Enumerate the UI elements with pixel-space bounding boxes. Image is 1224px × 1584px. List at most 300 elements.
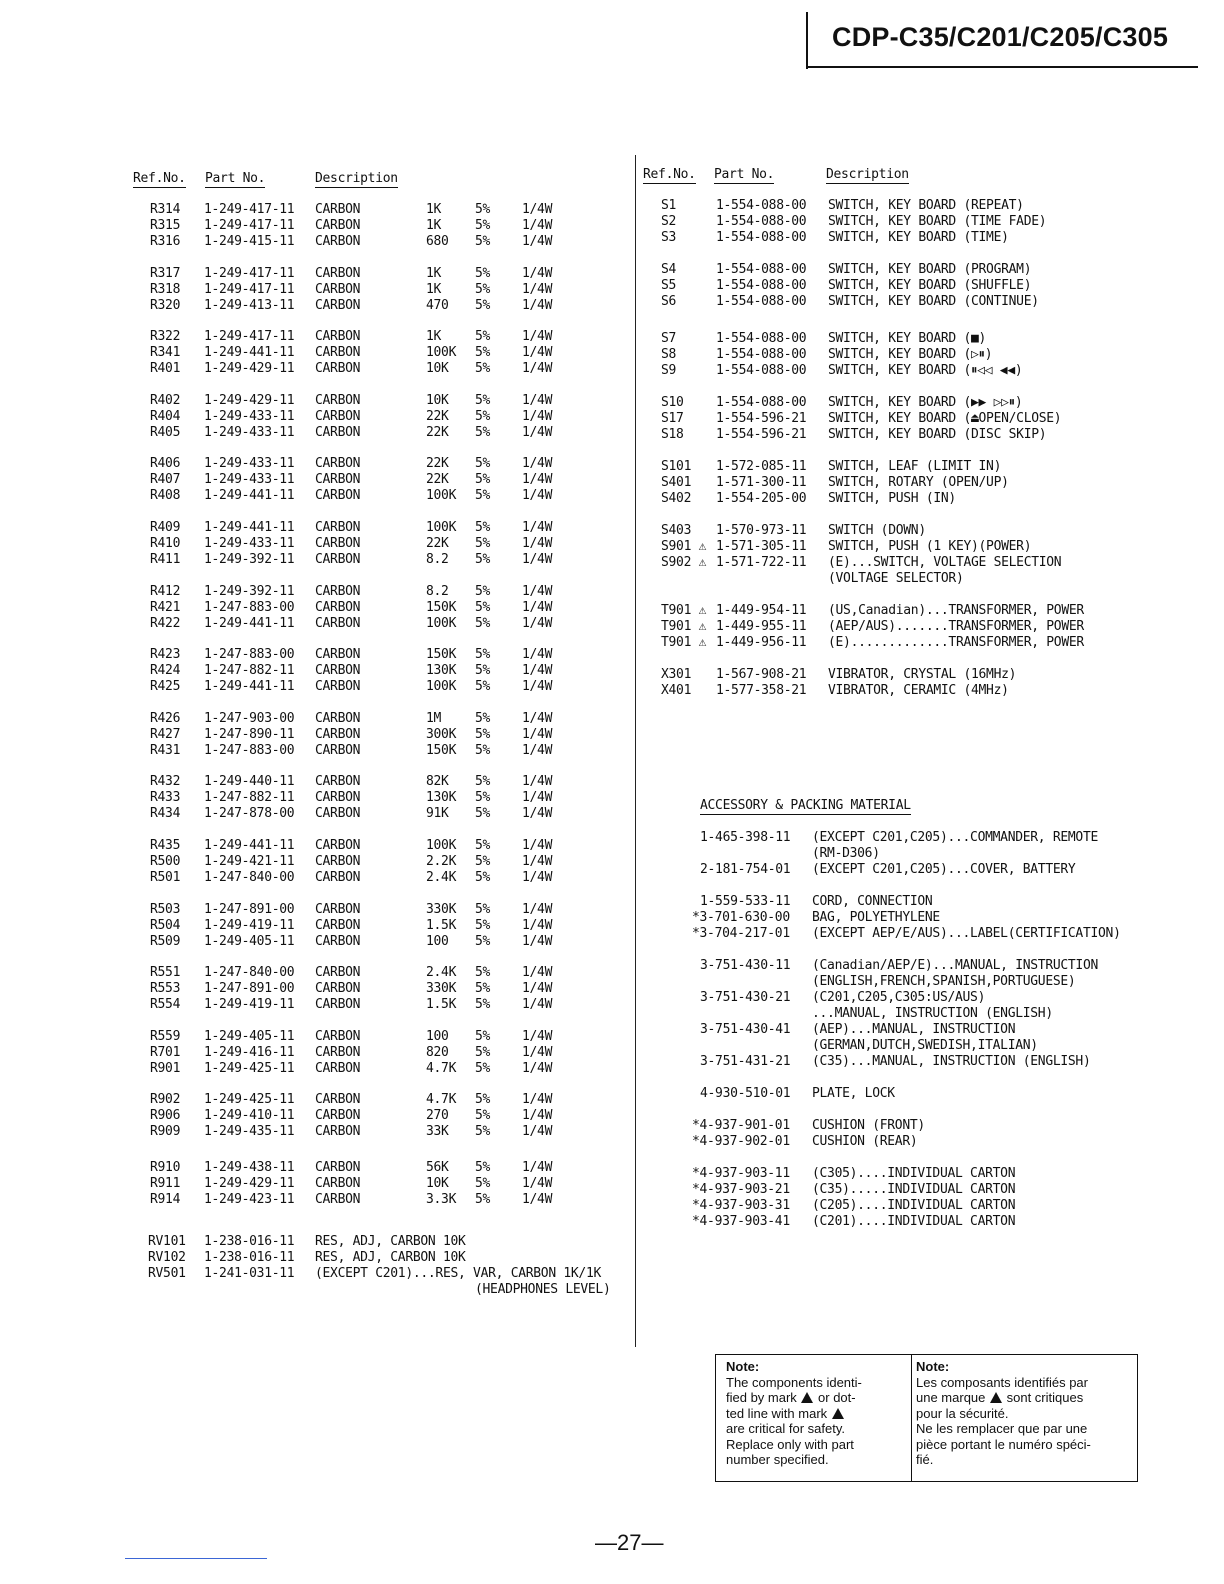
part-no: 1-247-891-00 xyxy=(204,901,295,917)
tolerance: 5% xyxy=(475,408,491,424)
warning-triangle-icon xyxy=(990,1392,1002,1403)
description: SWITCH, LEAF (LIMIT IN) xyxy=(828,458,1002,474)
part-no: 1-247-878-00 xyxy=(204,806,295,822)
tolerance: 5% xyxy=(475,726,491,742)
wattage: 1/4W xyxy=(522,520,553,535)
part-no: 1-249-425-11 xyxy=(204,1092,295,1108)
part-no: 1-247-890-11 xyxy=(204,726,295,742)
ref-no: R432 xyxy=(150,774,181,790)
tolerance: 5% xyxy=(475,1124,491,1140)
description: CARBON xyxy=(315,265,361,281)
wattage: 1/4W xyxy=(522,297,553,313)
ref-no: S6 xyxy=(661,293,677,309)
part-no: 1-249-421-11 xyxy=(204,854,295,869)
ref-no: 1-559-533-11 xyxy=(700,894,791,909)
value: 1M xyxy=(426,710,442,726)
tolerance: 5% xyxy=(475,1092,491,1108)
value: 2.4K xyxy=(426,870,457,885)
ref-no: R410 xyxy=(150,536,181,551)
wattage: 1/4W xyxy=(522,1044,553,1060)
description: CARBON xyxy=(315,345,361,361)
part-no: 1-249-429-11 xyxy=(204,361,295,377)
description: CARBON xyxy=(315,1060,361,1076)
accessory-title: ACCESSORY & PACKING MATERIAL xyxy=(700,798,911,813)
tolerance: 5% xyxy=(475,472,491,488)
tolerance: 5% xyxy=(475,647,491,663)
ref-no: R425 xyxy=(150,679,181,695)
value: 100K xyxy=(426,838,457,853)
description: CARBON xyxy=(315,1176,361,1191)
part-no: 1-554-088-00 xyxy=(716,198,807,213)
tolerance: 5% xyxy=(475,536,491,551)
part-no: ...MANUAL, INSTRUCTION (ENGLISH) xyxy=(812,1006,1053,1021)
part-no: 1-554-088-00 xyxy=(716,346,807,362)
ref-no: R501 xyxy=(150,870,181,885)
description: SWITCH, KEY BOARD (DISC SKIP) xyxy=(828,426,1047,442)
part-no: 1-249-441-11 xyxy=(204,838,295,853)
value: 330K xyxy=(426,901,457,917)
description: (EXCEPT C201)...RES, VAR, CARBON 1K/1K xyxy=(315,1266,602,1281)
description: (VOLTAGE SELECTOR) xyxy=(828,570,964,586)
description: CARBON xyxy=(315,933,361,949)
part-no: 1-249-417-11 xyxy=(204,281,295,297)
ref-no: R426 xyxy=(150,710,181,726)
wattage: 1/4W xyxy=(522,806,553,822)
part-no: (C35)...MANUAL, INSTRUCTION (ENGLISH) xyxy=(812,1054,1091,1069)
ref-no: *4-937-901-01 xyxy=(692,1118,790,1133)
wattage: 1/4W xyxy=(522,599,553,615)
value: 130K xyxy=(426,790,457,806)
description: CARBON xyxy=(315,615,361,631)
description: CARBON xyxy=(315,218,361,233)
tolerance: 5% xyxy=(475,981,491,997)
wattage: 1/4W xyxy=(522,710,553,726)
ref-no: R424 xyxy=(150,663,181,679)
part-no: (RM-D306) xyxy=(812,846,880,861)
description: SWITCH, KEY BOARD (TIME FADE) xyxy=(828,214,1047,229)
part-no: 1-554-088-00 xyxy=(716,293,807,309)
value: 1K xyxy=(426,218,442,233)
wattage: 1/4W xyxy=(522,456,553,472)
description: CARBON xyxy=(315,901,361,917)
header-rule-horizontal xyxy=(806,66,1198,68)
description: CARBON xyxy=(315,854,361,869)
wattage: 1/4W xyxy=(522,329,553,345)
value: 150K xyxy=(426,647,457,663)
ref-no: R911 xyxy=(150,1176,181,1191)
description: SWITCH, KEY BOARD (REPEAT) xyxy=(828,198,1024,213)
part-no: 1-241-031-11 xyxy=(204,1266,295,1281)
ref-no: *3-704-217-01 xyxy=(692,926,790,941)
tolerance: 5% xyxy=(475,297,491,313)
value: 22K xyxy=(426,408,449,424)
ref-no: X301 xyxy=(661,666,692,682)
tolerance: 5% xyxy=(475,933,491,949)
wattage: 1/4W xyxy=(522,408,553,424)
ref-no: RV101 xyxy=(148,1234,186,1249)
part-no: 1-554-596-21 xyxy=(716,410,807,426)
part-no: (C35).....INDIVIDUAL CARTON xyxy=(812,1182,1016,1197)
value: 1K xyxy=(426,202,442,217)
ref-no: RV102 xyxy=(148,1250,186,1265)
description: SWITCH, PUSH (IN) xyxy=(828,490,956,506)
part-no: 1-249-441-11 xyxy=(204,520,295,535)
tolerance: 5% xyxy=(475,1028,491,1044)
tolerance: 5% xyxy=(475,965,491,981)
value: 22K xyxy=(426,472,449,488)
value: 8.2 xyxy=(426,552,449,567)
part-no: (C201)....INDIVIDUAL CARTON xyxy=(812,1214,1016,1229)
part-no: 1-249-423-11 xyxy=(204,1192,295,1207)
tolerance: 5% xyxy=(475,854,491,869)
note-divider xyxy=(911,1355,912,1481)
ref-no: R405 xyxy=(150,424,181,440)
description: CARBON xyxy=(315,663,361,679)
value: 1K xyxy=(426,329,442,345)
value: 100K xyxy=(426,488,457,504)
ref-no: *3-701-630-00 xyxy=(692,910,790,925)
part-no: 1-249-417-11 xyxy=(204,218,295,233)
wattage: 1/4W xyxy=(522,281,553,297)
description: CARBON xyxy=(315,520,361,535)
ref-no: S7 xyxy=(661,330,677,346)
value: 150K xyxy=(426,742,457,758)
value: 100K xyxy=(426,615,457,631)
ref-no: 3-751-430-21 xyxy=(700,990,791,1005)
wattage: 1/4W xyxy=(522,392,553,408)
ref-no: S2 xyxy=(661,214,677,229)
ref-no: R341 xyxy=(150,345,181,361)
part-no: (EXCEPT AEP/E/AUS)...LABEL(CERTIFICATION) xyxy=(812,926,1121,941)
description: CARBON xyxy=(315,1192,361,1207)
ref-no: T901 ⚠ xyxy=(661,602,707,618)
ref-no: S10 xyxy=(661,394,684,410)
wattage: 1/4W xyxy=(522,615,553,631)
description: CARBON xyxy=(315,281,361,297)
ref-no: R412 xyxy=(150,583,181,599)
part-no: 1-249-415-11 xyxy=(204,234,295,249)
part-no: 1-249-416-11 xyxy=(204,1044,295,1060)
part-no: 1-572-085-11 xyxy=(716,458,807,474)
ref-no: R909 xyxy=(150,1124,181,1140)
warning-triangle-icon xyxy=(832,1408,844,1419)
description: CARBON xyxy=(315,472,361,488)
description: CARBON xyxy=(315,234,361,249)
description: SWITCH (DOWN) xyxy=(828,522,926,538)
value: 470 xyxy=(426,297,449,313)
ref-no: S18 xyxy=(661,426,684,442)
description: (HEADPHONES LEVEL) xyxy=(475,1282,611,1297)
ref-no: R559 xyxy=(150,1028,181,1044)
part-no: 1-247-840-00 xyxy=(204,965,295,981)
tolerance: 5% xyxy=(475,552,491,567)
description: SWITCH, KEY BOARD (TIME) xyxy=(828,230,1009,245)
value: 680 xyxy=(426,234,449,249)
tolerance: 5% xyxy=(475,1192,491,1207)
part-no: CUSHION (REAR) xyxy=(812,1134,918,1149)
description: VIBRATOR, CRYSTAL (16MHz) xyxy=(828,666,1017,682)
value: 22K xyxy=(426,536,449,551)
part-no: 1-571-300-11 xyxy=(716,474,807,490)
tolerance: 5% xyxy=(475,1044,491,1060)
description: CARBON xyxy=(315,456,361,472)
ref-no: R554 xyxy=(150,997,181,1013)
part-no: 1-249-433-11 xyxy=(204,472,295,488)
wattage: 1/4W xyxy=(522,1108,553,1124)
part-no: 1-249-417-11 xyxy=(204,265,295,281)
description: CARBON xyxy=(315,790,361,806)
wattage: 1/4W xyxy=(522,472,553,488)
value: 100K xyxy=(426,345,457,361)
part-no: 1-249-417-11 xyxy=(204,202,295,217)
description: SWITCH, KEY BOARD (SHUFFLE) xyxy=(828,277,1032,293)
part-no: 1-249-392-11 xyxy=(204,583,295,599)
ref-no: R509 xyxy=(150,933,181,949)
value: 4.7K xyxy=(426,1060,457,1076)
part-no: 1-249-405-11 xyxy=(204,1028,295,1044)
description: CARBON xyxy=(315,742,361,758)
tolerance: 5% xyxy=(475,265,491,281)
description: CARBON xyxy=(315,536,361,551)
ref-no: R504 xyxy=(150,917,181,933)
part-no: 1-554-088-00 xyxy=(716,330,807,346)
value: 91K xyxy=(426,806,449,822)
page-number: —27— xyxy=(595,1530,664,1555)
value: 8.2 xyxy=(426,583,449,599)
description: CARBON xyxy=(315,726,361,742)
ref-no: R914 xyxy=(150,1192,181,1207)
part-no: (C205)....INDIVIDUAL CARTON xyxy=(812,1198,1016,1213)
part-no: 1-249-435-11 xyxy=(204,1124,295,1140)
part-no: 1-567-908-21 xyxy=(716,666,807,682)
ref-no: 2-181-754-01 xyxy=(700,862,791,877)
value: 56K xyxy=(426,1160,449,1175)
value: 100K xyxy=(426,679,457,695)
part-no: BAG, POLYETHYLENE xyxy=(812,910,940,925)
note-english: Note: The components identi- fied by mark or dot- ted line with mark are critical for safety. Replace only with part number specified. xyxy=(726,1359,862,1467)
part-no: 1-554-088-00 xyxy=(716,214,807,229)
ref-no: R901 xyxy=(150,1060,181,1076)
description: RES, ADJ, CARBON 10K xyxy=(315,1234,466,1249)
value: 1K xyxy=(426,265,442,281)
ref-no: T901 ⚠ xyxy=(661,618,707,634)
part-no: 1-571-305-11 xyxy=(716,538,807,554)
value: 22K xyxy=(426,424,449,440)
tolerance: 5% xyxy=(475,1176,491,1191)
part-no: 1-554-088-00 xyxy=(716,230,807,245)
description: (E)...SWITCH, VOLTAGE SELECTION xyxy=(828,554,1062,570)
ref-no: 1-465-398-11 xyxy=(700,830,791,845)
ref-no: S17 xyxy=(661,410,684,426)
tolerance: 5% xyxy=(475,742,491,758)
part-no: 1-249-410-11 xyxy=(204,1108,295,1124)
ref-no: R902 xyxy=(150,1092,181,1108)
wattage: 1/4W xyxy=(522,774,553,790)
part-no: 1-247-903-00 xyxy=(204,710,295,726)
ref-no: S902 ⚠ xyxy=(661,554,707,570)
ref-no: 3-751-430-41 xyxy=(700,1022,791,1037)
footer-link-underline xyxy=(125,1558,267,1559)
wattage: 1/4W xyxy=(522,663,553,679)
ref-no: S401 xyxy=(661,474,692,490)
ref-no: R409 xyxy=(150,520,181,535)
value: 150K xyxy=(426,599,457,615)
ref-no: R317 xyxy=(150,265,181,281)
ref-no: R423 xyxy=(150,647,181,663)
part-no: 1-249-433-11 xyxy=(204,536,295,551)
part-no: 1-249-417-11 xyxy=(204,329,295,345)
ref-no: S5 xyxy=(661,277,677,293)
ref-no: R500 xyxy=(150,854,181,869)
ref-no: R433 xyxy=(150,790,181,806)
ref-no: R701 xyxy=(150,1044,181,1060)
warning-triangle-icon xyxy=(801,1392,813,1403)
part-no: 1-249-433-11 xyxy=(204,408,295,424)
ref-no: T901 ⚠ xyxy=(661,634,707,650)
description: CARBON xyxy=(315,488,361,504)
value: 100 xyxy=(426,933,449,949)
tolerance: 5% xyxy=(475,790,491,806)
wattage: 1/4W xyxy=(522,981,553,997)
part-no: 1-249-441-11 xyxy=(204,345,295,361)
description: CARBON xyxy=(315,408,361,424)
value: 10K xyxy=(426,392,449,408)
ref-no: R402 xyxy=(150,392,181,408)
description: SWITCH, PUSH (1 KEY)(POWER) xyxy=(828,538,1032,554)
value: 300K xyxy=(426,726,457,742)
wattage: 1/4W xyxy=(522,424,553,440)
value: 100 xyxy=(426,1028,449,1044)
description: CARBON xyxy=(315,774,361,790)
wattage: 1/4W xyxy=(522,218,553,233)
value: 1.5K xyxy=(426,997,457,1013)
ref-no: RV501 xyxy=(148,1266,186,1281)
ref-no: *4-937-903-31 xyxy=(692,1198,790,1213)
part-no: 1-570-973-11 xyxy=(716,522,807,538)
wattage: 1/4W xyxy=(522,552,553,567)
part-no: 1-449-955-11 xyxy=(716,618,807,634)
tolerance: 5% xyxy=(475,870,491,885)
tolerance: 5% xyxy=(475,281,491,297)
part-no: 1-249-441-11 xyxy=(204,615,295,631)
tolerance: 5% xyxy=(475,901,491,917)
value: 1K xyxy=(426,281,442,297)
part-no: 1-571-722-11 xyxy=(716,554,807,570)
description: CARBON xyxy=(315,583,361,599)
description: (US,Canadian)...TRANSFORMER, POWER xyxy=(828,602,1084,618)
ref-no: R434 xyxy=(150,806,181,822)
wattage: 1/4W xyxy=(522,965,553,981)
value: 3.3K xyxy=(426,1192,457,1207)
tolerance: 5% xyxy=(475,838,491,853)
wattage: 1/4W xyxy=(522,679,553,695)
part-no: 1-249-438-11 xyxy=(204,1160,295,1175)
tolerance: 5% xyxy=(475,599,491,615)
description: CARBON xyxy=(315,917,361,933)
description: SWITCH, KEY BOARD (▶▶ ▷▷⏸) xyxy=(828,394,1023,410)
part-no: 1-249-419-11 xyxy=(204,917,295,933)
part-no: (Canadian/AEP/E)...MANUAL, INSTRUCTION xyxy=(812,958,1099,973)
ref-no: R315 xyxy=(150,218,181,233)
ref-no: R318 xyxy=(150,281,181,297)
tolerance: 5% xyxy=(475,1160,491,1175)
wattage: 1/4W xyxy=(522,854,553,869)
description: CARBON xyxy=(315,361,361,377)
wattage: 1/4W xyxy=(522,234,553,249)
tolerance: 5% xyxy=(475,679,491,695)
wattage: 1/4W xyxy=(522,361,553,377)
part-no: (ENGLISH,FRENCH,SPANISH,PORTUGUESE) xyxy=(812,974,1076,989)
part-no: CORD, CONNECTION xyxy=(812,894,933,909)
safety-note-box xyxy=(715,1354,1138,1482)
value: 2.4K xyxy=(426,965,457,981)
ref-no: R906 xyxy=(150,1108,181,1124)
description: SWITCH, ROTARY (OPEN/UP) xyxy=(828,474,1009,490)
wattage: 1/4W xyxy=(522,742,553,758)
description: CARBON xyxy=(315,981,361,997)
ref-no: R408 xyxy=(150,488,181,504)
part-no: 1-249-441-11 xyxy=(204,488,295,504)
description: CARBON xyxy=(315,647,361,663)
ref-no: S9 xyxy=(661,362,677,378)
part-no: 1-577-358-21 xyxy=(716,682,807,698)
part-no: (EXCEPT C201,C205)...COVER, BATTERY xyxy=(812,862,1076,877)
description: SWITCH, KEY BOARD (CONTINUE) xyxy=(828,293,1039,309)
part-no: 1-247-882-11 xyxy=(204,790,295,806)
description: CARBON xyxy=(315,392,361,408)
ref-no: R406 xyxy=(150,456,181,472)
wattage: 1/4W xyxy=(522,838,553,853)
part-no: 1-554-088-00 xyxy=(716,362,807,378)
tolerance: 5% xyxy=(475,710,491,726)
wattage: 1/4W xyxy=(522,901,553,917)
part-no: 1-247-882-11 xyxy=(204,663,295,679)
description: SWITCH, KEY BOARD (PROGRAM) xyxy=(828,261,1032,277)
wattage: 1/4W xyxy=(522,488,553,504)
wattage: 1/4W xyxy=(522,790,553,806)
part-no: 1-554-088-00 xyxy=(716,394,807,410)
description: SWITCH, KEY BOARD (⏏OPEN/CLOSE) xyxy=(828,410,1062,426)
tolerance: 5% xyxy=(475,361,491,377)
value: 820 xyxy=(426,1044,449,1060)
tolerance: 5% xyxy=(475,997,491,1013)
tolerance: 5% xyxy=(475,615,491,631)
ref-no: R431 xyxy=(150,742,181,758)
ref-no: R404 xyxy=(150,408,181,424)
ref-no: *4-937-903-41 xyxy=(692,1214,790,1229)
wattage: 1/4W xyxy=(522,1092,553,1108)
ref-no: R401 xyxy=(150,361,181,377)
wattage: 1/4W xyxy=(522,583,553,599)
description: CARBON xyxy=(315,679,361,695)
part-no: 1-249-392-11 xyxy=(204,552,295,567)
ref-no: S1 xyxy=(661,198,677,213)
value: 100K xyxy=(426,520,457,535)
ref-no: R435 xyxy=(150,838,181,853)
ref-no: S4 xyxy=(661,261,677,277)
tolerance: 5% xyxy=(475,202,491,217)
tolerance: 5% xyxy=(475,663,491,679)
wattage: 1/4W xyxy=(522,265,553,281)
wattage: 1/4W xyxy=(522,1192,553,1207)
tolerance: 5% xyxy=(475,424,491,440)
ref-no: R322 xyxy=(150,329,181,345)
description: CARBON xyxy=(315,297,361,313)
wattage: 1/4W xyxy=(522,647,553,663)
ref-no: R320 xyxy=(150,297,181,313)
ref-no: *4-937-903-21 xyxy=(692,1182,790,1197)
part-no: (AEP)...MANUAL, INSTRUCTION xyxy=(812,1022,1016,1037)
